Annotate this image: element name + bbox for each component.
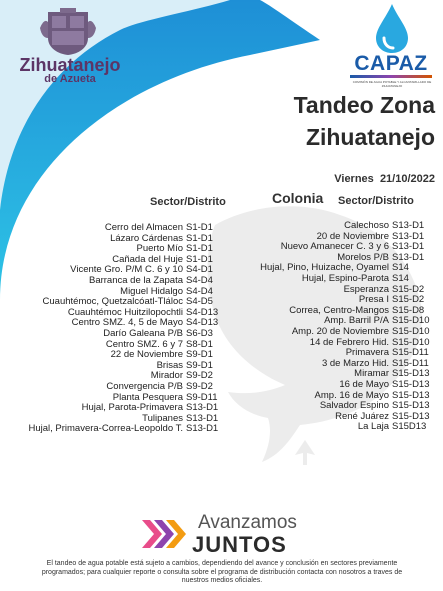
colonia-name: 16 de Mayo: [339, 379, 389, 390]
sector-code: S4-D4: [186, 285, 213, 297]
municipality-subtitle: de Azueta: [44, 73, 96, 85]
footer-disclaimer: El tandeo de agua potable está sujeto a cambios, dependiendo del avance y conclusión en sectores previamente programados; para cualquier reporte o consulta sobre el programa de distribución contacta con nosotros a traves de nuestros medios oficiales.: [41, 560, 403, 584]
sector-code: S1-D1: [186, 222, 213, 233]
schedule-date: [250, 173, 435, 185]
colonia-name: Brisas: [156, 359, 183, 371]
sector-code: S15D13: [392, 421, 427, 433]
right-header-sector: Sector/Distrito: [338, 195, 414, 207]
colonia-name: Planta Pesquera: [112, 391, 183, 403]
sector-code: S1-D1: [186, 253, 213, 265]
logo-word-avanzamos: Avanzamos: [198, 512, 297, 533]
colonia-name: Centro SMZ. 4, 5 de Mayo: [71, 317, 183, 329]
sector-code: S15-D2: [392, 294, 425, 306]
capaz-logo-text: CAPAZ: [354, 52, 428, 75]
sector-code: S13-D1: [186, 423, 219, 435]
sector-code: S15-D11: [392, 347, 429, 359]
sector-code: S14: [392, 273, 409, 284]
sector-code: S4-D13: [186, 317, 219, 329]
logo-word-juntos: JUNTOS: [192, 532, 287, 557]
sector-code: S15-D10: [392, 326, 430, 337]
schedule-day: Viernes: [334, 173, 374, 185]
sector-code: S1-D1: [186, 232, 213, 244]
colonia-name: Amp. Barril P/A: [324, 315, 389, 327]
avanzamos-juntos-logo: [140, 512, 310, 558]
sector-code: S4-D1: [186, 264, 213, 276]
sector-code: S15-D10: [392, 336, 430, 348]
colonia-name: Amp. 20 de Noviembre: [291, 326, 389, 337]
sector-code: S9-D1: [186, 359, 213, 371]
sector-code: S15-D8: [392, 304, 425, 316]
colonia-name: Miramar: [354, 368, 389, 380]
schedule-date-value: 21/10/2022: [379, 173, 435, 185]
sector-code: S15-D2: [392, 283, 425, 295]
sector-code: S9-D11: [186, 391, 218, 403]
colonia-name: Puerto Mío: [136, 243, 183, 255]
colonia-name: Presa I: [358, 294, 389, 306]
colonia-name: Barranca de la Zapata: [88, 275, 183, 286]
sector-code: S15-D13: [392, 400, 430, 412]
sector-code: S1-D1: [186, 243, 213, 255]
colonia-name: Vicente Gro. P/M C. 6 y 10: [70, 264, 183, 276]
sector-code: S13-D1: [186, 412, 219, 424]
colonia-name: 22 de Noviembre: [110, 349, 183, 361]
colonia-name: Hujal, Parota-Primavera: [81, 402, 183, 414]
sector-code: S9-D1: [186, 349, 213, 361]
sector-code: S9-D2: [186, 370, 213, 382]
colonia-name: Salvador Espino: [319, 400, 389, 412]
colonia-name: Amp. 16 de Mayo: [314, 389, 389, 401]
colonia-name: Nuevo Amanecer C. 3 y 6: [280, 241, 389, 253]
sector-code: S9-D2: [186, 381, 213, 392]
sector-code: S13-D1: [392, 241, 425, 253]
sector-code: S15-D11: [392, 357, 429, 369]
sector-code: S14: [392, 262, 409, 274]
sector-code: S15-D13: [392, 368, 430, 380]
colonia-name: Centro SMZ. 6 y 7: [105, 338, 183, 350]
header-colonia: Colonia: [272, 190, 324, 206]
colonia-name: Cuauhtémoc Huitzilopochtli: [67, 306, 183, 318]
colonia-name: Hujal, Primavera-Correa-Leopoldo T.: [28, 423, 183, 435]
colonia-name: 3 de Marzo Hid.: [321, 357, 389, 369]
sector-code: S13-D1: [392, 251, 425, 263]
sector-code: S13-D1: [392, 230, 425, 242]
capaz-tagline: COMISIÓN DE AGUA POTABLE Y ALCANTARILLADO DE ZIHUATANEJO: [352, 80, 432, 88]
colonia-name: Primavera: [345, 347, 389, 359]
sector-code: S4-D4: [186, 275, 213, 286]
sector-code: S6-D3: [186, 328, 213, 339]
sector-code: S15-D13: [392, 410, 430, 422]
colonia-name: 20 de Noviembre: [316, 230, 389, 242]
colonia-name: Convergencia P/B: [106, 381, 183, 392]
sector-code: S8-D1: [186, 338, 213, 350]
colonia-name: Correa, Centro-Mangos: [289, 304, 389, 316]
capaz-logo-underline: [350, 75, 432, 78]
colonia-name: Morelos P/B: [337, 251, 389, 263]
colonia-name: Miguel Hidalgo: [120, 285, 183, 297]
chevron-arrows-icon: [140, 512, 190, 556]
page-title-line1: Tandeo Zona: [293, 92, 435, 118]
colonia-name: 14 de Febrero Hid.: [309, 336, 389, 348]
colonia-name: Cuauhtémoc, Quetzalcóatl-Tláloc: [42, 296, 183, 308]
page-title-line2: Zihuatanejo: [305, 124, 435, 150]
municipality-name: Zihuatanejo: [19, 55, 121, 75]
sector-code: S13-D1: [392, 220, 425, 231]
sector-code: S13-D1: [186, 402, 219, 414]
sector-code: S15-D10: [392, 315, 430, 327]
colonia-name: René Juárez: [335, 410, 389, 422]
colonia-name: La Laja: [357, 421, 389, 433]
colonia-name: Hujal, Espino-Parota: [301, 273, 389, 284]
sector-code: S15-D13: [392, 389, 430, 401]
colonia-name: Calechoso: [344, 220, 389, 231]
municipal-crest-icon: [38, 8, 98, 56]
colonia-name: Darío Galeana P/B: [103, 328, 183, 339]
colonia-name: Tulipanes: [142, 412, 183, 424]
colonia-name: Esperanza: [343, 283, 389, 295]
sector-code: S4-D13: [186, 306, 219, 318]
colonia-name: Lázaro Cárdenas: [110, 232, 183, 244]
colonia-name: Cerro del Almacen: [104, 222, 183, 233]
left-header-sector: Sector/Distrito: [150, 196, 226, 208]
colonia-name: Cañada del Huje: [112, 253, 183, 265]
sector-code: S15-D13: [392, 379, 430, 390]
water-drop-icon: [372, 2, 412, 54]
sector-code: S4-D5: [186, 296, 213, 308]
colonia-name: Mirador: [150, 370, 183, 382]
colonia-name: Hujal, Pino, Huizache, Oyamel: [260, 262, 389, 274]
